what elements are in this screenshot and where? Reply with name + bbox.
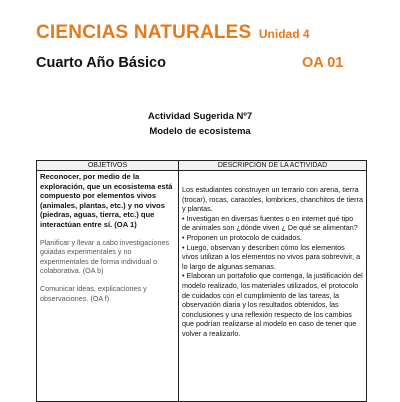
table-header-row [37,161,367,171]
oa-code: OA 01 [302,55,344,71]
activity-table [36,160,367,402]
description-bullet: • Proponen un protocolo de cuidados. [182,232,302,242]
header-objectives: OBJETIVOS [37,161,179,171]
activity-subtitle: Modelo de ecosistema [149,126,251,137]
subject-title: CIENCIAS NATURALES [36,22,252,43]
description-bullet: • Luego, observan y describen cómo los elementos vivos utilizan a los elementos no vivos para sobrevivir, a lo largo de algunas semanas. [182,242,361,271]
objectives-cell [37,171,179,402]
description-bullet: • Elaboran un portafolio que contenga, la justificación del modelo realizado, los materiales utilizados, el protocolo de cuidados con el cumplimiento de las tareas, la observación diaria y los resultados obtenidos, las conclusiones y una reflexión respecto de los cambios que podrían realizarse al modelo en caso de tener que volver a realizarlo. [182,271,363,338]
description-intro: Los estudiantes construyen un terrario con arena, tierra (trocar), rocas, caracoles, lombrices, chanchitos de tierra y plantas. [182,185,363,214]
objective-p1: Planificar y llevar a cabo investigaciones guiadas experimentales y no experimentales de forma individual o colaborativa. (OA b) [40,237,170,276]
header-description: DESCRIPCIÓN DE LA ACTIVIDAD [179,161,367,171]
description-cell [179,171,367,402]
objective-main: Reconocer, por medio de la exploración, que un ecosistema está compuesto por elementos vivos (animales, plantas, etc.) y no vivos (piedras, aguas, tierra, etc.) que interactúan entre sí. (OA 1) [40,172,173,229]
description-bullet: • Investigan en diversas fuentes o en internet qué tipo de animales son ¿dónde viven ¿ De qué se alimentan? [182,213,358,233]
objective-p2: Comunicar ideas, explicaciones y observaciones. (OA f) [40,283,147,303]
grade-subtitle: Cuarto Año Básico [36,55,166,71]
unit-label: Unidad 4 [258,27,310,41]
table-row [37,171,367,402]
activity-title: Actividad Sugerida Nº7 [147,111,253,122]
page-header [36,22,310,44]
